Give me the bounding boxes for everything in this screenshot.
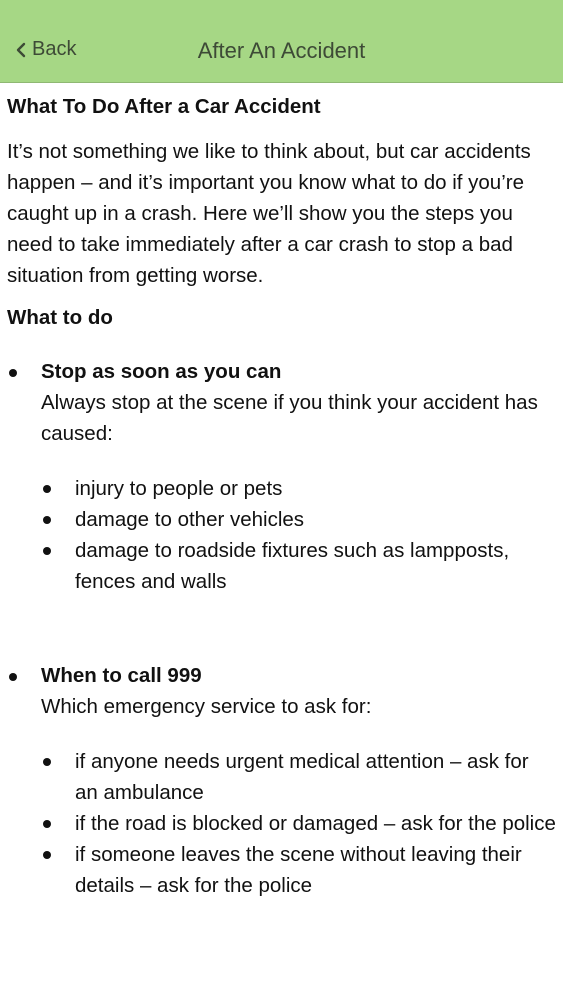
bullet-icon [43,758,51,766]
section-call-999 [7,661,557,901]
list-item [41,504,557,535]
section-title: Stop as soon as you can [41,360,282,383]
back-label: Back [32,38,77,60]
section-description: Which emergency service to ask for: [41,695,372,718]
sub-list [41,746,557,901]
list-item-text: if anyone needs urgent medical attention – ask for an ambulance [75,750,529,804]
navigation-bar [0,0,563,83]
section-subheading: What to do [7,306,113,329]
list-item-text: if someone leaves the scene without leaving their details – ask for the police [75,843,522,897]
section-title: When to call 999 [41,664,202,687]
article-content [7,92,557,901]
article-intro: It’s not something we like to think about, but car accidents happen – and it’s important you know what to do if you’re caught up in a crash. Here we’ll show you the steps you need to take immediately after a car crash to stop a bad situation from getting worse. [7,140,531,287]
bullet-icon [43,547,51,555]
bullet-icon [43,516,51,524]
article-heading: What To Do After a Car Accident [7,95,321,118]
section-stop [7,357,557,597]
list-item-text: damage to other vehicles [75,508,305,531]
list-item-text: injury to people or pets [75,477,283,500]
list-item [41,746,557,808]
section-description: Always stop at the scene if you think your accident has caused: [41,391,538,445]
bullet-icon [43,820,51,828]
page-title: After An Accident [197,38,366,63]
list-item-text: if the road is blocked or damaged – ask for the police [75,812,556,835]
bullet-icon [43,485,51,493]
list-item-text: damage to roadside fixtures such as lampposts, fences and walls [75,539,510,593]
list-item [41,839,557,901]
sub-list [41,473,557,597]
list-item [41,808,557,839]
list-item [41,535,557,597]
bullet-icon [9,369,17,377]
bullet-icon [43,851,51,859]
list-item [41,473,557,504]
bullet-icon [9,673,17,681]
